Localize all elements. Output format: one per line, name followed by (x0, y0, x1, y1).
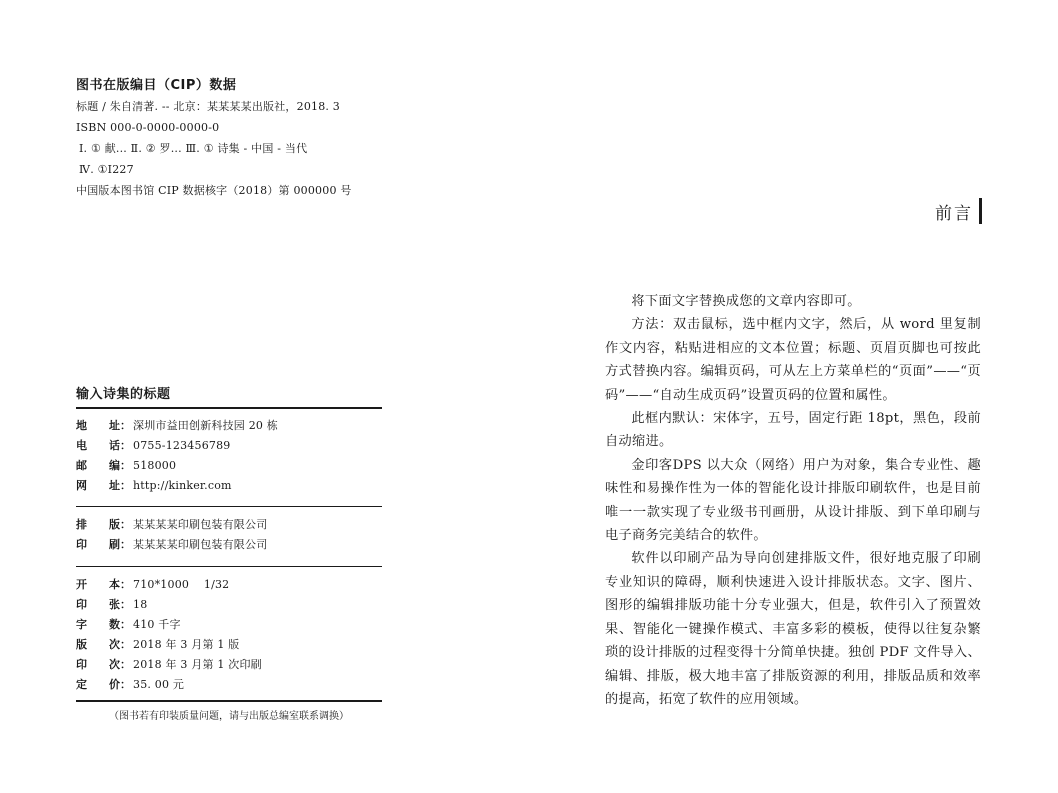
label-char: 电 (76, 439, 87, 452)
postcode-value: 518000 (133, 459, 177, 472)
info-row-format (76, 575, 382, 595)
info-row-wordcount (76, 615, 382, 635)
paragraph: 此框内默认：宋体字，五号，固定行距 18pt，黑色，段前自动缩进。 (605, 411, 981, 450)
info-row-phone (76, 436, 382, 456)
cip-line-verification: 中国版本图书馆 CIP 数据核字（2018）第 000000 号 (76, 184, 352, 197)
label-char: 网 (76, 479, 87, 492)
impression-value: 2018 年 3 月第 1 次印刷 (133, 658, 262, 671)
label-char: 次： (109, 638, 131, 651)
printing-value: 某某某某印刷包装有限公司 (133, 538, 268, 551)
label-char: 编： (109, 459, 131, 472)
sheets-value: 18 (133, 598, 148, 611)
divider-top (76, 407, 382, 409)
cip-line-isbn: ISBN 000-0-0000-0000-0 (76, 121, 220, 134)
format-value: 710*1000 1/32 (133, 578, 230, 591)
info-row-sheets (76, 595, 382, 615)
edition-value: 2018 年 3 月第 1 版 (133, 638, 240, 651)
label-char: 本： (109, 578, 131, 591)
label-char: 邮 (76, 459, 87, 472)
info-row-postcode (76, 456, 382, 476)
divider-contact (76, 506, 382, 507)
preface-body (605, 290, 981, 711)
cip-line-title: 标题 / 朱自清著. -- 北京：某某某某出版社，2018. 3 (76, 100, 341, 113)
info-row-address (76, 416, 382, 436)
label-char: 排 (76, 518, 87, 531)
label-char: 次： (109, 658, 131, 671)
price-value: 35. 00 元 (133, 678, 185, 691)
label-char: 印 (76, 658, 87, 671)
info-row-typesetting (76, 515, 382, 535)
label-char: 刷： (109, 538, 131, 551)
label-char: 址： (109, 479, 131, 492)
divider-bottom (76, 700, 382, 702)
paragraph: 方法：双击鼠标，选中框内文字，然后，从 word 里复制作文内容，粘贴进相应的文本位置；标题、页眉页脚也可按此方式替换内容。编辑页码，可从左上方菜单栏的“页面”——“页码”——“自动生成页码”设置页码的位置和属性。 (605, 317, 981, 403)
address-value: 深圳市益田创新科技园 20 栋 (133, 419, 278, 432)
preface-heading-text: 前言 (935, 203, 973, 224)
cip-data-block (76, 96, 436, 201)
poem-title: 输入诗集的标题 (76, 387, 171, 402)
typesetting-value: 某某某某印刷包装有限公司 (133, 518, 268, 531)
paragraph: 金印客DPS 以大众（网络）用户为对象，集合专业性、趣味性和易操作性为一体的智能化设计排版印刷软件，也是目前唯一一款实现了专业级书刊画册，从设计排版、到下单印刷与电子商务完美结合的软件。 (605, 457, 981, 544)
label-char: 张： (109, 598, 131, 611)
paragraph: 软件以印刷产品为导向创建排版文件，很好地克服了印刷专业知识的障碍，顺利快速进入设计排版状态。文字、图片、图形的编辑排版功能十分专业强大，但是，软件引入了预置效果、智能化一键操作模式、丰富多彩的模板，使得以往复杂繁琐的设计排版的过程变得十分简单快捷。独创 PDF 文件导入、编辑、排版，极大地丰富了排版资源的利用，排版品质和效率的提高，拓宽了软件的应用领域。 (605, 551, 981, 707)
divider-production (76, 566, 382, 567)
label-char: 开 (76, 578, 87, 591)
label-char: 价： (109, 678, 131, 691)
heading-bar (979, 198, 982, 224)
label-char: 数： (109, 618, 131, 631)
wordcount-value: 410 千字 (133, 618, 181, 631)
preface-page (529, 0, 1058, 793)
label-char: 定 (76, 678, 87, 691)
info-row-price (76, 675, 382, 695)
production-block (76, 515, 382, 555)
specs-block (76, 575, 382, 695)
info-row-impression (76, 655, 382, 675)
info-row-website (76, 476, 382, 496)
phone-value: 0755-123456789 (133, 439, 231, 452)
label-char: 版： (109, 518, 131, 531)
label-char: 印 (76, 598, 87, 611)
paragraph: 将下面文字替换成您的文章内容即可。 (631, 294, 861, 309)
info-row-edition (76, 635, 382, 655)
cip-title: 图书在版编目（CIP）数据 (76, 78, 237, 93)
label-char: 版 (76, 638, 87, 651)
info-row-printing (76, 535, 382, 555)
label-char: 字 (76, 618, 87, 631)
label-char: 地 (76, 419, 87, 432)
contact-block (76, 416, 382, 496)
label-char: 印 (76, 538, 87, 551)
cip-line-clc: Ⅳ. ①I227 (79, 163, 134, 176)
label-char: 址： (109, 419, 131, 432)
label-char: 话： (109, 439, 131, 452)
quality-footnote: （图书若有印装质量问题，请与出版总编室联系调换） (109, 711, 349, 722)
cip-line-classification: Ⅰ. ① 献... Ⅱ. ② 罗... Ⅲ. ① 诗集 - 中国 - 当代 (79, 142, 308, 155)
preface-heading (935, 196, 982, 226)
website-value: http://kinker.com (133, 479, 232, 492)
